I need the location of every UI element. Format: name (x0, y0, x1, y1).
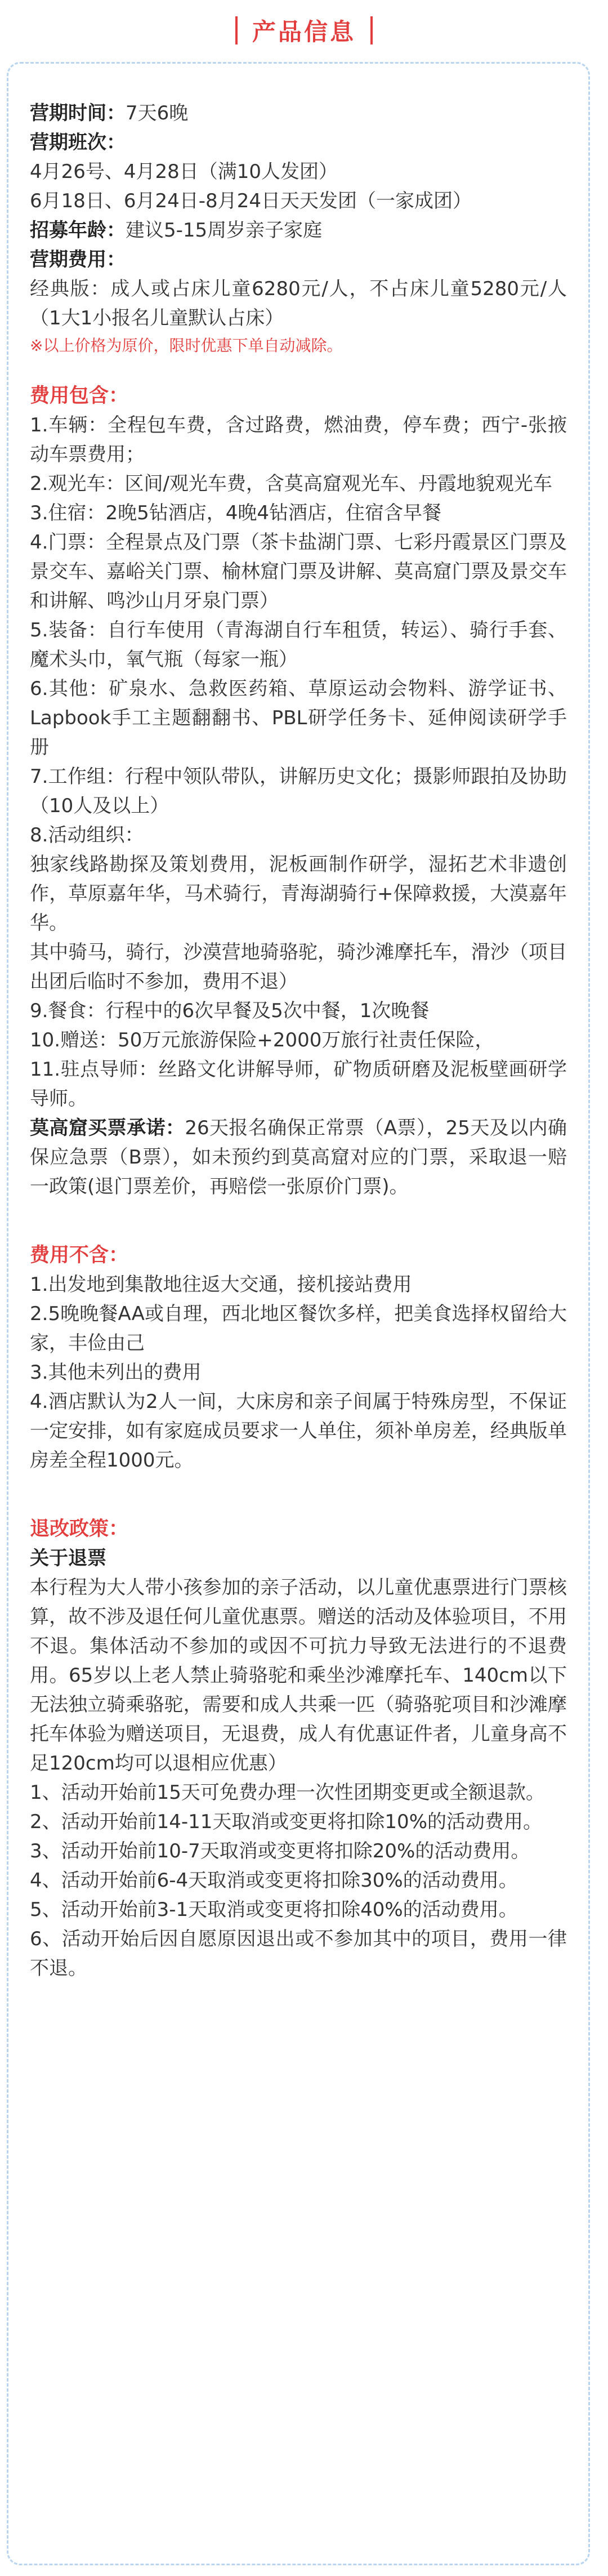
list-item: 4、活动开始前6-4天取消或变更将扣除30%的活动费用。 (30, 1869, 518, 1892)
list-item: 2.5晚晚餐AA或自理，西北地区餐饮多样，把美食选择权留给大家，丰俭由己 (30, 1303, 567, 1354)
list-item: 11.驻点导师：丝路文化讲解导师，矿物质研磨及泥板壁画研学导师。 (30, 1058, 567, 1110)
batch-line: 6月18日、6月24日-8月24日天天发团（一家成团） (30, 190, 472, 212)
basic-info (30, 99, 567, 358)
duration-label: 营期时间： (30, 102, 126, 124)
list-item: 其中骑马，骑行，沙漠营地骑骆驼，骑沙滩摩托车，滑沙（项目出团后临时不参加，费用不退） (30, 941, 567, 993)
section-header (0, 0, 608, 61)
list-item: 8.活动组织： (30, 824, 144, 846)
list-item: 3.住宿：2晚5钻酒店，4晚4钻酒店，住宿含早餐 (30, 502, 441, 524)
list-item: 1.出发地到集散地往返大交通，接机接站费用 (30, 1273, 412, 1296)
age-row (30, 216, 567, 245)
age-label: 招募年龄： (30, 219, 126, 242)
duration-row (30, 99, 567, 128)
list-item: 3.其他未列出的费用 (30, 1361, 202, 1384)
fee-value: 经典版：成人或占床儿童6280元/人，不占床儿童5280元/人（1大1小报名儿童默认占床） (30, 278, 567, 329)
list-item: 6.其他：矿泉水、急救医药箱、草原运动会物料、游学证书、Lapbook手工主题翻翻书、PBL研学任务卡、延伸阅读研学手册 (30, 678, 567, 759)
fee-label: 营期费用： (30, 248, 126, 271)
page-title: 产品信息 (252, 18, 356, 46)
batch-label: 营期班次： (30, 131, 126, 154)
included-section (30, 381, 567, 1201)
header-right-bar (370, 16, 373, 44)
excluded-title: 费用不含： (30, 1244, 129, 1267)
refund-subtitle: 关于退票 (30, 1547, 106, 1570)
list-item: 9.餐食：行程中的6次早餐及5次中餐，1次晚餐 (30, 1000, 430, 1022)
refund-title: 退改政策： (30, 1518, 129, 1540)
list-item: 4.门票：全程景点及门票（茶卡盐湖门票、七彩丹霞景区门票及景交车、嘉峪关门票、榆林窟门票及讲解、莫高窟门票及景交车和讲解、鸣沙山月牙泉门票） (30, 531, 567, 612)
included-title: 费用包含： (30, 385, 129, 407)
list-item: 10.赠送：50万元旅游保险+2000万旅行社责任保险， (30, 1029, 494, 1051)
header-left-bar (235, 16, 238, 44)
list-item: 独家线路勘探及策划费用，泥板画制作研学，湿拓艺术非遗创作，草原嘉年华，马术骑行，青海湖骑行+保障救援，大漠嘉年华。 (30, 853, 567, 934)
list-item: 5、活动开始前3-1天取消或变更将扣除40%的活动费用。 (30, 1898, 518, 1921)
list-item: 1、活动开始前15天可免费办理一次性团期变更或全额退款。 (30, 1781, 545, 1804)
mogao-promise (30, 1113, 567, 1201)
list-item: 4.酒店默认为2人一间，大床房和亲子间属于特殊房型，不保证一定安排，如有家庭成员要求一人单住，须补单房差，经典版单房差全程1000元。 (30, 1390, 567, 1472)
price-note: ※以上价格为原价，限时优惠下单自动减除。 (30, 336, 343, 355)
list-item: 1.车辆：全程包车费，含过路费，燃油费，停车费；西宁-张掖动车票费用； (30, 414, 567, 466)
list-item: 5.装备：自行车使用（青海湖自行车租赁，转运）、骑行手套、魔术头巾，氧气瓶（每家一瓶） (30, 619, 567, 671)
duration-value: 7天6晚 (126, 102, 189, 124)
list-item: 2、活动开始前14-11天取消或变更将扣除10%的活动费用。 (30, 1811, 542, 1833)
list-item: 7.工作组：行程中领队带队，讲解历史文化；摄影师跟拍及协助（10人及以上） (30, 765, 567, 817)
mogao-text: 26天报名确保正常票（A票），25天及以内确保应急票（B票），如未预约到莫高窟对应的门票，采取退一赔一政策(退门票差价，再赔偿一张原价门票)。 (30, 1117, 567, 1198)
product-info-card (7, 62, 590, 2565)
refund-intro: 本行程为大人带小孩参加的亲子活动，以儿童优惠票进行门票核算，故不涉及退任何儿童优惠票。赠送的活动及体验项目，不用不退。集体活动不参加的或因不可抗力导致无法进行的不退费用。65岁以上老人禁止骑骆驼和乘坐沙滩摩托车、140cm以下无法独立骑乘骆驼，需要和成人共乘一匹（骑骆驼项目和沙滩摩托车体验为赠送项目，无退费，成人有优惠证件者，儿童身高不足120cm均可以退相应优惠） (30, 1576, 567, 1775)
refund-section (30, 1514, 567, 1983)
list-item: 6、活动开始后因自愿原因退出或不参加其中的项目，费用一律不退。 (30, 1928, 567, 1980)
fee-row (30, 245, 567, 274)
list-item: 2.观光车：区间/观光车费，含莫高窟观光车、丹霞地貌观光车 (30, 473, 552, 495)
list-item: 3、活动开始前10-7天取消或变更将扣除20%的活动费用。 (30, 1840, 530, 1862)
mogao-label: 莫高窟买票承诺： (30, 1117, 185, 1139)
excluded-section (30, 1241, 567, 1475)
batch-line: 4月26号、4月28日（满10人发团） (30, 161, 338, 183)
batch-row (30, 128, 567, 157)
age-value: 建议5-15周岁亲子家庭 (126, 219, 323, 242)
